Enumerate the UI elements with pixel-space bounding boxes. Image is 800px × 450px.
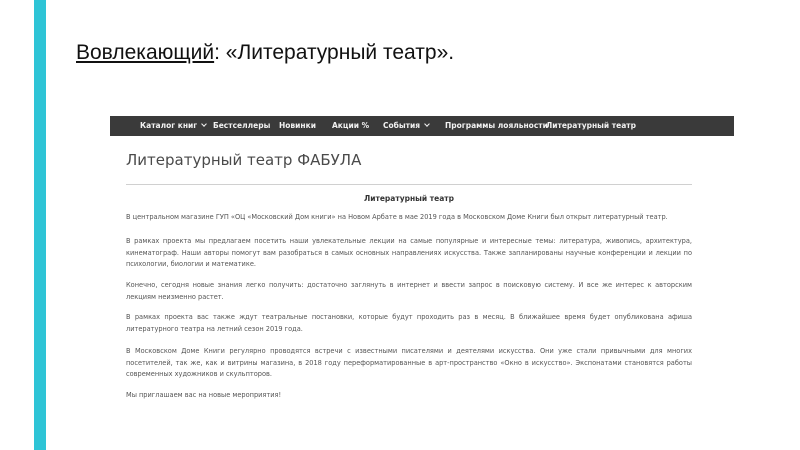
site-nav-bar <box>110 116 734 136</box>
article-paragraph-1: В центральном магазине ГУП «ОЦ «Московский Дом книги» на Новом Арбате в мае 2019 года в Московском Доме Книги был открыт литературный театр. <box>126 213 668 221</box>
title-divider <box>126 184 692 185</box>
article-paragraph-2: В рамках проекта мы предлагаем посетить наши увлекательные лекции на самые популярные и интересные темы: литература, живопись, архитектура, кинематограф. Наши авторы помогут вам разобраться в самых основных направлениях искусства. Также запланированы научные конференции и лекции по психологии, биологии и математике. <box>126 237 692 268</box>
page-title: Литературный театр ФАБУЛА <box>126 151 362 169</box>
nav-item-label: Акции % <box>332 121 370 130</box>
slide-title-rest: : «Литературный театр». <box>214 41 455 64</box>
chevron-down-icon <box>424 121 430 127</box>
chevron-down-icon <box>201 121 207 127</box>
website-screenshot <box>110 116 734 416</box>
nav-item-label: События <box>383 121 421 130</box>
nav-item-label: Каталог книг <box>140 121 198 130</box>
article-paragraph-5: В Московском Доме Книги регулярно проводятся встречи с известными писателями и деятелями искусства. Они уже стали привычными для многих посетителей, так же, как и витрины магазина, в 2018 году переформатированные в арт-пространство «Окно в искусство». Экспонатами становятся работы современных художников и скульпторов. <box>126 347 692 378</box>
nav-item-events[interactable] <box>383 116 429 136</box>
nav-item-label: Бестселлеры <box>213 121 271 130</box>
nav-item-loyalty[interactable] <box>445 116 548 136</box>
slide-accent-bar <box>34 0 46 450</box>
article-paragraph-3: Конечно, сегодня новые знания легко получить: достаточно заглянуть в интернет и ввести запрос в поисковую систему. И все же интерес к авторским лекциям неизменно растет. <box>126 281 692 301</box>
article-paragraph-4: В рамках проекта вас также ждут театральные постановки, которые будут проходить раз в месяц. В ближайшее время будет опубликована афиша литературного театра на летний сезон 2019 года. <box>126 313 692 333</box>
nav-item-literary-theater[interactable] <box>546 116 636 136</box>
nav-item-label: Программы лояльности <box>445 121 548 130</box>
slide-title-underlined: Вовлекающий <box>76 41 215 64</box>
article-heading: Литературный театр <box>364 194 454 203</box>
article-paragraph-6: Мы приглашаем вас на новые мероприятия! <box>126 391 282 399</box>
nav-item-sales[interactable] <box>332 116 369 136</box>
nav-item-label: Новинки <box>279 121 316 130</box>
nav-item-new[interactable] <box>279 116 316 136</box>
nav-item-catalog[interactable] <box>140 116 206 136</box>
nav-item-label: Литературный театр <box>546 121 636 130</box>
nav-item-bestsellers[interactable] <box>213 116 270 136</box>
slide-title <box>76 40 454 65</box>
